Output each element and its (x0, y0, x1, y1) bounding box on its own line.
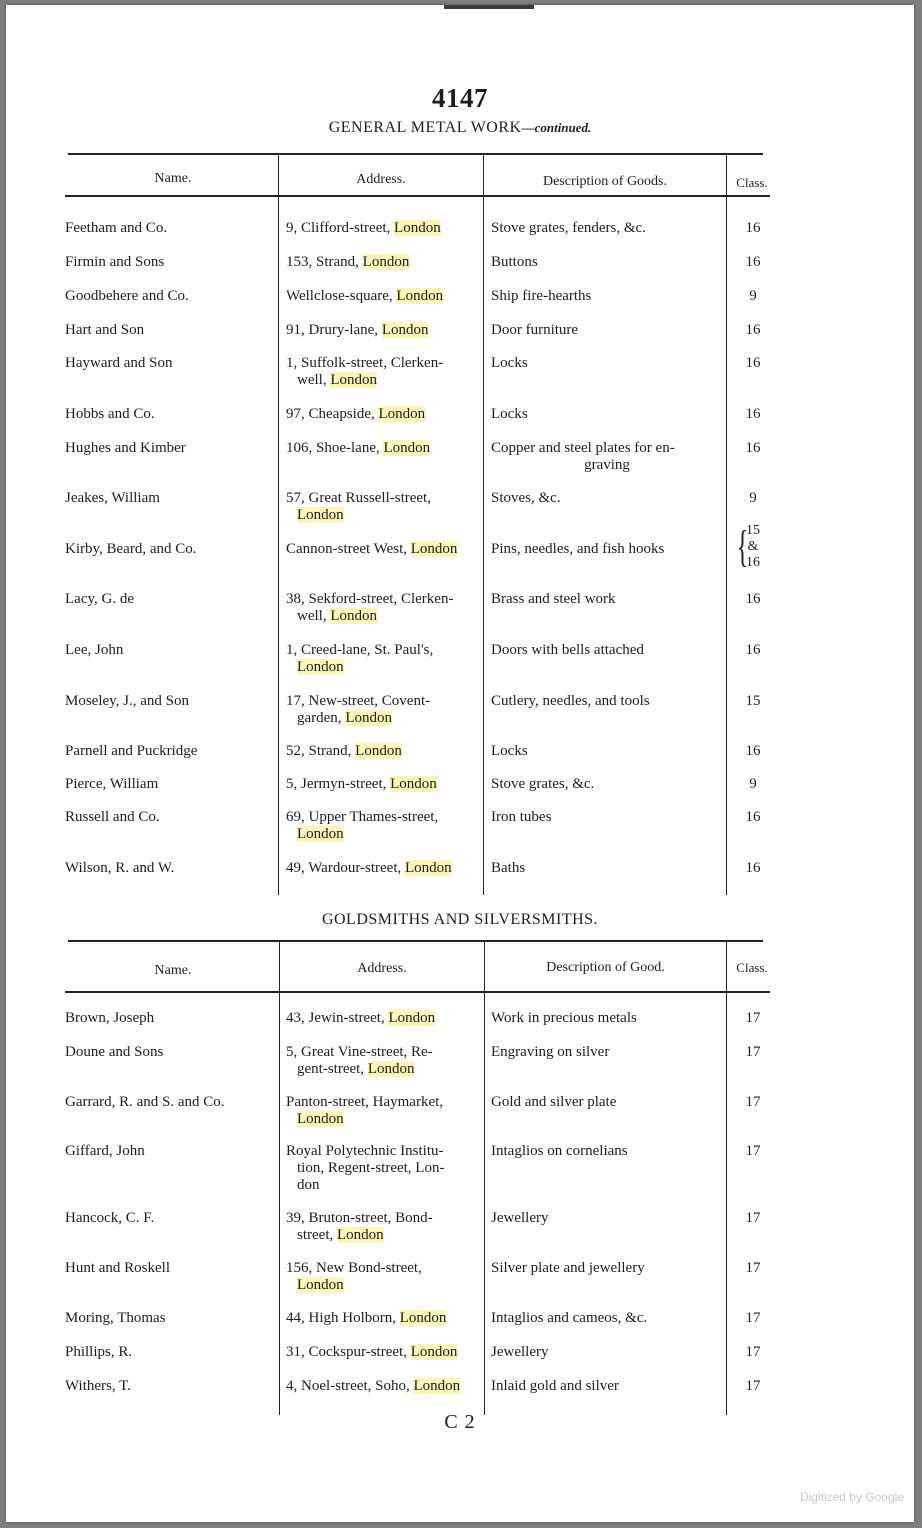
highlight-london: London (378, 406, 426, 422)
address-line-1: 52, Strand, London (286, 743, 402, 759)
entry-description (491, 1310, 723, 1327)
entry-name: Doune and Sons (65, 1044, 164, 1060)
address-line-1: 106, Shoe-lane, London (286, 440, 431, 456)
entry-description (491, 1044, 723, 1061)
kirby-class-brace (728, 523, 778, 571)
entry-address (286, 1310, 484, 1327)
entry-class: 17 (745, 1344, 761, 1360)
highlight-london: London (394, 220, 441, 236)
entry-name: Hughes and Kimber (65, 440, 186, 456)
entry-description (491, 1143, 723, 1160)
table1-top-rule (68, 153, 763, 155)
highlight-london: London (362, 254, 410, 270)
entry-description (491, 355, 723, 372)
entry-address (286, 642, 484, 676)
description-line-1: Jewellery (491, 1344, 549, 1360)
address-line-1: 97, Cheapside, London (286, 406, 426, 422)
entry-address (286, 591, 484, 625)
entry-class: 16 (745, 254, 761, 270)
entry-name: Firmin and Sons (65, 254, 165, 270)
highlight-london: London (381, 322, 429, 338)
highlight-london: London (396, 288, 444, 304)
description-line-1: Stoves, &c. (491, 490, 561, 506)
entry-name: Hart and Son (65, 322, 145, 338)
kirby-class-top: 15 (746, 523, 760, 538)
entry-class: 16 (745, 406, 761, 422)
entry-class: 9 (749, 490, 757, 506)
scanned-page (6, 5, 914, 1522)
entry-class: 16 (745, 642, 761, 658)
table2-header-class: Class. (736, 960, 768, 975)
section-title-suffix: —continued. (521, 120, 592, 135)
description-line-1: Gold and silver plate (491, 1094, 617, 1110)
entry-address (286, 220, 484, 237)
highlight-london: London (410, 541, 458, 557)
signature-mark: C 2 (444, 1411, 476, 1433)
address-line-1: 9, Clifford-street, London (286, 220, 441, 236)
address-line-1: 49, Wardour-street, London (286, 860, 452, 876)
entry-address (286, 440, 484, 457)
highlight-london: London (336, 1227, 384, 1243)
entry-name: Russell and Co. (65, 809, 160, 825)
entry-description (491, 440, 723, 474)
address-line-2 (286, 826, 484, 843)
entry-class: 9 (749, 288, 757, 304)
description-line-1: Inlaid gold and silver (491, 1378, 619, 1394)
entry-class: 17 (745, 1210, 761, 1226)
section-title-general-metal-work (6, 119, 914, 137)
entry-class: 16 (745, 355, 761, 371)
entry-address (286, 288, 484, 305)
entry-address (286, 693, 484, 727)
address-line-3: don (297, 1177, 320, 1193)
entry-description (491, 743, 723, 760)
description-line-1: Brass and steel work (491, 591, 616, 607)
entry-name: Lee, John (65, 642, 124, 658)
description-line-1: Baths (491, 860, 526, 876)
entry-class: 17 (745, 1094, 761, 1110)
entry-address (286, 1010, 484, 1027)
address-line-1: 17, New-street, Covent- (286, 693, 431, 709)
table2-col-divider-1 (279, 942, 280, 1415)
highlight-london: London (297, 1277, 344, 1293)
entry-description (491, 322, 723, 339)
address-line-2: tion, Regent-street, Lon- (297, 1160, 445, 1176)
entry-name: Lacy, G. de (65, 591, 134, 607)
entry-description (491, 591, 723, 608)
description-line-1: Stove grates, fenders, &c. (491, 220, 646, 236)
address-line-2: well, London (297, 372, 377, 388)
address-line-1: 91, Drury-lane, London (286, 322, 429, 338)
entry-class: 15 (745, 693, 761, 709)
entry-class: 17 (745, 1044, 761, 1060)
table1-header-description: Description of Goods. (542, 174, 668, 189)
kirby-class-bottom: 16 (746, 555, 760, 570)
table2-col-divider-3 (726, 942, 727, 1415)
table2-header-rule (65, 991, 770, 993)
entry-address (286, 776, 484, 793)
watermark: Digitized by Google (799, 1490, 904, 1504)
entry-address (286, 254, 484, 271)
entry-name: Withers, T. (65, 1378, 131, 1394)
table2-header-description: Description of Good. (546, 960, 665, 975)
kirby-class-mid: & (747, 539, 759, 554)
table2-header-name: Name. (154, 963, 192, 978)
entry-name: Pierce, William (65, 776, 159, 792)
page-number: 4147 (432, 83, 488, 113)
description-line-1: Silver plate and jewellery (491, 1260, 645, 1276)
section-title-text: GENERAL METAL WORK (328, 119, 522, 136)
table1-header-class: Class. (736, 175, 768, 190)
description-line-1: Engraving on silver (491, 1044, 610, 1060)
entry-address (286, 541, 484, 558)
entry-description (491, 1210, 723, 1227)
entry-name: Brown, Joseph (65, 1010, 155, 1026)
entry-description (491, 860, 723, 877)
description-line-1: Buttons (491, 254, 538, 270)
entry-name: Hayward and Son (65, 355, 173, 371)
entry-address (286, 809, 484, 843)
entry-description (491, 642, 723, 659)
highlight-london: London (367, 1061, 415, 1077)
entry-address (286, 406, 484, 423)
address-line-2: gent-street, London (297, 1061, 415, 1077)
address-line-1: 38, Sekford-street, Clerken- (286, 591, 454, 607)
entry-description (491, 776, 723, 793)
entry-class: 17 (745, 1310, 761, 1326)
address-line-2: well, London (297, 608, 377, 624)
entry-class: 16 (745, 591, 761, 607)
entry-address (286, 1044, 484, 1078)
entry-name: Hunt and Roskell (65, 1260, 170, 1276)
description-line-1: Intaglios on cornelians (491, 1143, 628, 1159)
description-line-1: Cutlery, needles, and tools (491, 693, 650, 709)
address-line-1: Royal Polytechnic Institu- (286, 1143, 444, 1159)
entry-class: 16 (745, 322, 761, 338)
entry-description (491, 1344, 723, 1361)
entry-address (286, 1260, 484, 1294)
highlight-london: London (355, 743, 402, 759)
entry-class: 16 (745, 743, 761, 759)
highlight-london: London (330, 372, 377, 388)
entry-name: Goodbehere and Co. (65, 288, 189, 304)
highlight-london: London (410, 1344, 458, 1360)
address-line-1: 31, Cockspur-street, London (286, 1344, 458, 1360)
entry-description (491, 254, 723, 271)
description-line-1: Jewellery (491, 1210, 549, 1226)
entry-name: Kirby, Beard, and Co. (65, 541, 197, 557)
address-line-1: 43, Jewin-street, London (286, 1010, 436, 1026)
description-line-1: Copper and steel plates for en- (491, 440, 675, 456)
description-line-1: Stove grates, &c. (491, 776, 595, 792)
entry-name: Garrard, R. and S. and Co. (65, 1094, 225, 1110)
entry-description (491, 288, 723, 305)
description-line-1: Locks (491, 406, 528, 422)
address-line-2: street, London (297, 1227, 384, 1243)
highlight-london: London (383, 440, 431, 456)
highlight-london: London (297, 826, 344, 842)
address-line-1: Panton-street, Haymarket, (286, 1094, 444, 1110)
description-line-1: Intaglios and cameos, &c. (491, 1310, 648, 1326)
entry-address (286, 355, 484, 389)
table1-header-address: Address. (356, 172, 406, 187)
entry-description (491, 1094, 723, 1111)
entry-description (491, 1010, 723, 1027)
entry-name: Moseley, J., and Son (65, 693, 190, 709)
entry-description (491, 406, 723, 423)
entry-address (286, 743, 484, 760)
entry-class: 16 (745, 220, 761, 236)
address-line-1: 5, Great Vine-street, Re- (286, 1044, 433, 1060)
address-line-1: 57, Great Russell-street, (286, 490, 431, 506)
highlight-london: London (388, 1010, 436, 1026)
address-line-2: garden, London (297, 710, 392, 726)
address-line-1: 69, Upper Thames-street, (286, 809, 439, 825)
entry-class: 17 (745, 1260, 761, 1276)
table1-header-name: Name. (154, 171, 192, 186)
entry-description (491, 541, 723, 558)
address-line-1: 5, Jermyn-street, London (286, 776, 437, 792)
entry-name: Moring, Thomas (65, 1310, 166, 1326)
top-edge-bar (444, 5, 534, 9)
entry-name: Wilson, R. and W. (65, 860, 175, 876)
entry-description (491, 490, 723, 507)
description-line-1: Locks (491, 355, 528, 371)
entry-description (491, 809, 723, 826)
entry-class: 16 (745, 809, 761, 825)
description-line-1: Ship fire-hearths (491, 288, 592, 304)
table1-col-divider-3 (726, 155, 727, 895)
highlight-london: London (297, 659, 344, 675)
highlight-london: London (413, 1378, 461, 1394)
entry-name: Feetham and Co. (65, 220, 168, 236)
description-line-2: graving (584, 457, 630, 473)
table2-top-rule (68, 940, 763, 942)
highlight-london: London (405, 860, 452, 876)
address-line-1: 4, Noel-street, Soho, London (286, 1378, 461, 1394)
highlight-london: London (399, 1310, 447, 1326)
highlight-london: London (390, 776, 437, 792)
description-line-1: Door furniture (491, 322, 579, 338)
entry-description (491, 693, 723, 710)
entry-class: 16 (745, 440, 761, 456)
highlight-london: London (297, 1111, 344, 1127)
address-line-1: 156, New Bond-street, (286, 1260, 422, 1276)
entry-class: 9 (749, 776, 757, 792)
entry-class: 17 (745, 1143, 761, 1159)
highlight-london: London (345, 710, 392, 726)
address-line-1: Cannon-street West, London (286, 541, 458, 557)
address-line-2 (286, 1111, 484, 1128)
address-line-1: 1, Creed-lane, St. Paul's, (286, 642, 434, 658)
entry-name: Jeakes, William (65, 490, 160, 506)
entry-class: 17 (745, 1378, 761, 1394)
entry-address (286, 1344, 484, 1361)
entry-class: 17 (745, 1010, 761, 1026)
entry-name: Phillips, R. (65, 1344, 133, 1360)
table1-header-rule (65, 195, 770, 197)
description-line-1: Doors with bells attached (491, 642, 644, 658)
address-line-1: 1, Suffolk-street, Clerken- (286, 355, 444, 371)
entry-name: Parnell and Puckridge (65, 743, 198, 759)
table2-header-address: Address. (357, 961, 407, 976)
entry-address (286, 1210, 484, 1244)
entry-description (491, 220, 723, 237)
entry-address (286, 490, 484, 524)
address-line-2 (286, 507, 484, 524)
address-line-2 (286, 659, 484, 676)
entry-description (491, 1378, 723, 1395)
entry-description (491, 1260, 723, 1277)
description-line-1: Locks (491, 743, 528, 759)
description-line-1: Work in precious metals (491, 1010, 637, 1026)
entry-address (286, 322, 484, 339)
highlight-london: London (297, 507, 344, 523)
entry-address (286, 1094, 484, 1128)
section-title-goldsmiths: GOLDSMITHS AND SILVERSMITHS. (321, 911, 599, 928)
address-line-1: Wellclose-square, London (286, 288, 444, 304)
description-line-1: Iron tubes (491, 809, 552, 825)
entry-class: 16 (745, 860, 761, 876)
table2-col-divider-2 (484, 942, 485, 1415)
entry-name: Giffard, John (65, 1143, 145, 1159)
entry-address (286, 1143, 484, 1194)
address-line-2 (286, 1277, 484, 1294)
entry-name: Hobbs and Co. (65, 406, 155, 422)
address-line-1: 44, High Holborn, London (286, 1310, 447, 1326)
address-line-1: 153, Strand, London (286, 254, 410, 270)
table1-col-divider-1 (278, 155, 279, 895)
highlight-london: London (330, 608, 377, 624)
address-line-1: 39, Bruton-street, Bond- (286, 1210, 433, 1226)
entry-address (286, 1378, 484, 1395)
description-line-1: Pins, needles, and fish hooks (491, 541, 665, 557)
entry-address (286, 860, 484, 877)
entry-name: Hancock, C. F. (65, 1210, 155, 1226)
brace-icon: { (736, 522, 749, 571)
